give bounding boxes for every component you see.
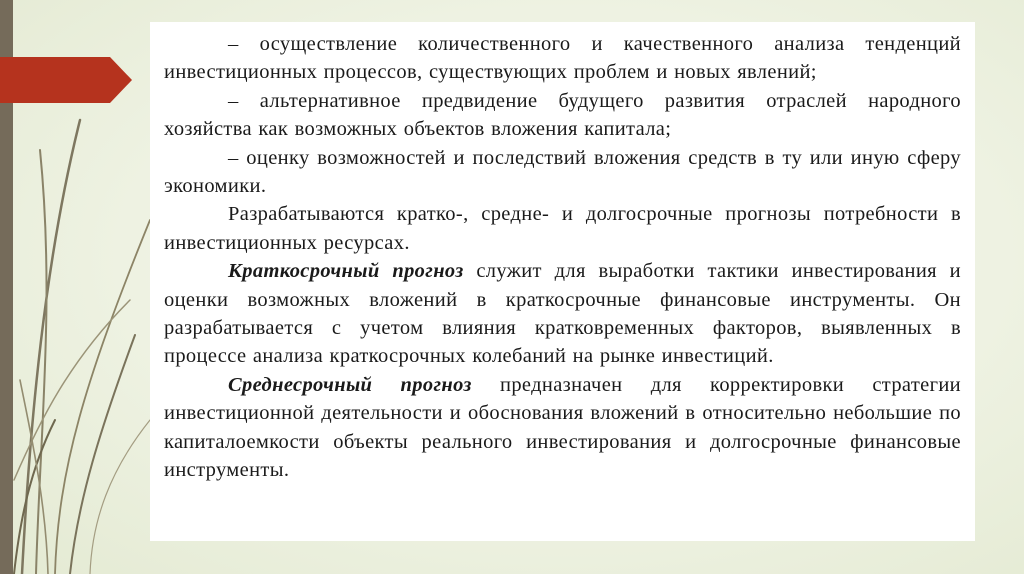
paragraph: – альтернативное предвидение будущего развития отраслей народного хозяйства как возможных объектов вложения капитала; [164, 89, 961, 141]
paragraph: – осуществление количественного и качественного анализа тенденций инвестиционных процессов, существующих проблем и новых явлений; [164, 33, 961, 84]
text-content-box [150, 22, 975, 541]
red-arrow-tab [0, 57, 132, 103]
paragraph [164, 257, 961, 371]
paragraph-text: предназначен для корректировки стратегии инвестиционной деятельности и обоснования вложений в относительно небольшие по капиталоемкости объекты реального инвестирования и долгосрочные финансовые инструменты. [164, 373, 962, 482]
paragraph: Разрабатываются кратко-, средне- и долгосрочные прогнозы потребности в инвестиционных ресурсах. [164, 203, 961, 254]
term-medium-term-forecast: Среднесрочный прогноз [228, 373, 472, 396]
term-short-term-forecast: Краткосрочный прогноз [228, 260, 464, 283]
paragraph: – оценку возможностей и последствий вложения средств в ту или иную сферу экономики. [164, 146, 961, 198]
paragraph [164, 371, 961, 485]
paragraph-text: служит для выработки тактики инвестирования и оценки возможных вложений в краткосрочные финансовые инструменты. Он разрабатывается с учетом влияния кратковременных факторов, выявленных в процессе анализа краткосрочных колебаний на рынке инвестиций. [164, 260, 961, 368]
